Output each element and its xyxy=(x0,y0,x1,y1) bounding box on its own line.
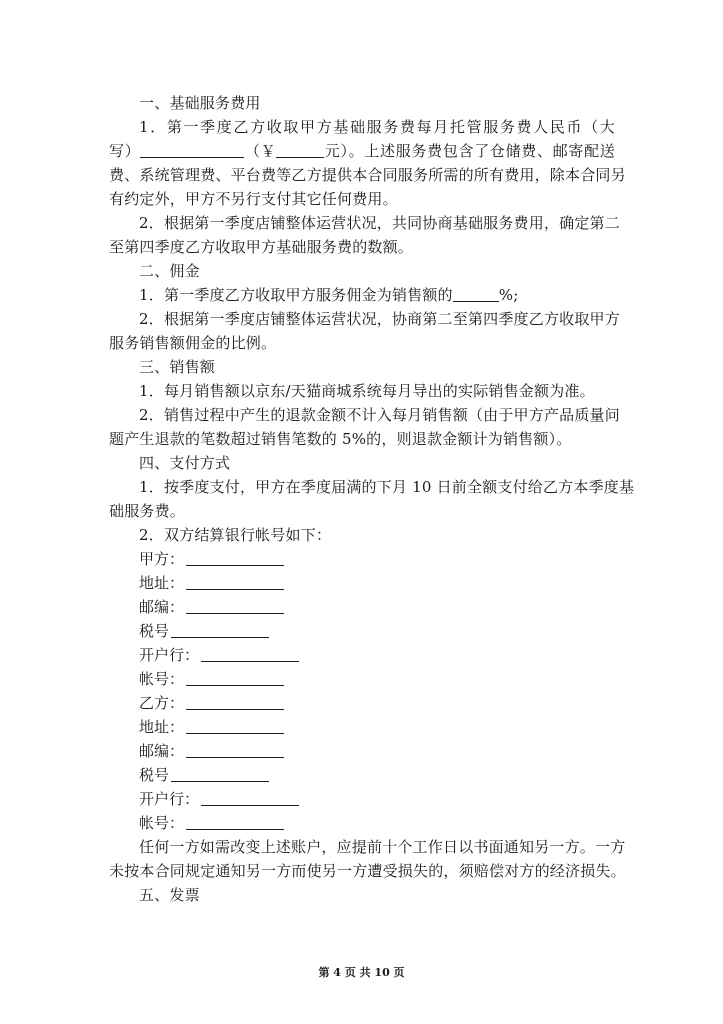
paragraph-line: 1．第一季度乙方收取甲方基础服务费每月托管服务费人民币（大 xyxy=(139,118,615,136)
section-heading-invoice: 五、发票 xyxy=(139,886,200,904)
text-run: 1．第一季度乙方收取甲方服务佣金为销售额的 xyxy=(139,286,453,304)
paragraph-line: 费、系统管理费、平台费等乙方提供本合同服务所需的所有费用，除本合同另 xyxy=(109,166,626,184)
field-label: 开户行： xyxy=(139,646,200,664)
blank-line xyxy=(186,742,284,758)
field-label: 地址： xyxy=(139,574,185,592)
paragraph-line: 2．根据第一季度店铺整体运营状况，协商第二至第四季度乙方收取甲方 xyxy=(139,310,620,328)
blank-line xyxy=(171,766,269,782)
paragraph-line: 础服务费。 xyxy=(109,502,186,520)
paragraph-line: 题产生退款的笔数超过销售笔数的 5%的，则退款金额计为销售额）。 xyxy=(109,430,572,448)
paragraph-line: 1．按季度支付，甲方在季度届满的下月 10 日前全额支付给乙方本季度基 xyxy=(139,478,635,496)
party-b-tax-field xyxy=(109,763,615,787)
blank-line xyxy=(186,598,284,614)
section-heading-sales: 三、销售额 xyxy=(139,358,216,376)
party-b-address-field xyxy=(109,715,615,739)
text-run: （￥ xyxy=(244,142,277,160)
field-label: 开户行： xyxy=(139,790,200,808)
blank-line xyxy=(186,670,284,686)
blank-line xyxy=(171,622,269,638)
party-a-bank-field xyxy=(109,643,615,667)
field-label: 邮编： xyxy=(139,742,185,760)
party-b-name-field xyxy=(109,691,615,715)
paragraph-line: 服务销售额佣金的比例。 xyxy=(109,334,277,352)
field-label: 帐号： xyxy=(139,814,185,832)
paragraph-line: 任何一方如需改变上述账户，应提前十个工作日以书面通知另一方。一方 xyxy=(139,838,626,856)
section-heading-commission: 二、佣金 xyxy=(139,262,200,280)
paragraph-line: 2．销售过程中产生的退款金额不计入每月销售额（由于甲方产品质量问 xyxy=(139,406,620,424)
blank-line xyxy=(186,718,284,734)
party-b-account-field xyxy=(109,811,615,835)
party-a-tax-field xyxy=(109,619,615,643)
blank-line xyxy=(186,814,284,830)
blank-commission-rate xyxy=(453,286,499,302)
text-run: %; xyxy=(498,286,519,304)
text-run: 元）。上述服务费包含了仓储费、邮寄配送 xyxy=(324,142,615,160)
party-b-postcode-field xyxy=(109,739,615,763)
field-label: 乙方： xyxy=(139,694,185,712)
paragraph-line xyxy=(109,139,615,163)
paragraph-line: 未按本合同规定通知另一方而使另一方遭受损失的，须赔偿对方的经济损失。 xyxy=(109,862,626,880)
party-b-bank-field xyxy=(109,787,615,811)
field-label: 税号 xyxy=(139,766,170,784)
field-label: 帐号： xyxy=(139,670,185,688)
section-heading-fees: 一、基础服务费用 xyxy=(139,94,261,112)
blank-line xyxy=(186,574,284,590)
document-body xyxy=(109,91,635,907)
page-number-footer: 第 4 页 共 10 页 xyxy=(318,966,405,979)
text-run: 写） xyxy=(109,142,141,160)
blank-line xyxy=(201,790,299,806)
blank-amount-words xyxy=(140,142,244,158)
party-a-address-field xyxy=(109,571,615,595)
field-label: 税号 xyxy=(139,622,170,640)
field-label: 邮编： xyxy=(139,598,185,616)
paragraph-line: 有约定外，甲方不另行支付其它任何费用。 xyxy=(109,190,398,208)
paragraph-line xyxy=(109,283,615,307)
field-label: 甲方： xyxy=(139,550,185,568)
field-label: 地址： xyxy=(139,718,185,736)
section-heading-payment: 四、支付方式 xyxy=(139,454,231,472)
blank-line xyxy=(186,550,284,566)
party-a-name-field xyxy=(109,547,615,571)
paragraph-line: 2．双方结算银行帐号如下： xyxy=(139,526,332,544)
paragraph-line: 2．根据第一季度店铺整体运营状况，共同协商基础服务费用，确定第二 xyxy=(139,214,620,232)
blank-line xyxy=(186,694,284,710)
paragraph-line: 至第四季度乙方收取甲方基础服务费的数额。 xyxy=(109,238,414,256)
party-a-postcode-field xyxy=(109,595,615,619)
paragraph-line: 1．每月销售额以京东/天猫商城系统每月导出的实际销售金额为准。 xyxy=(139,382,595,400)
blank-line xyxy=(201,646,299,662)
blank-amount-figures xyxy=(276,142,324,158)
party-a-account-field xyxy=(109,667,615,691)
